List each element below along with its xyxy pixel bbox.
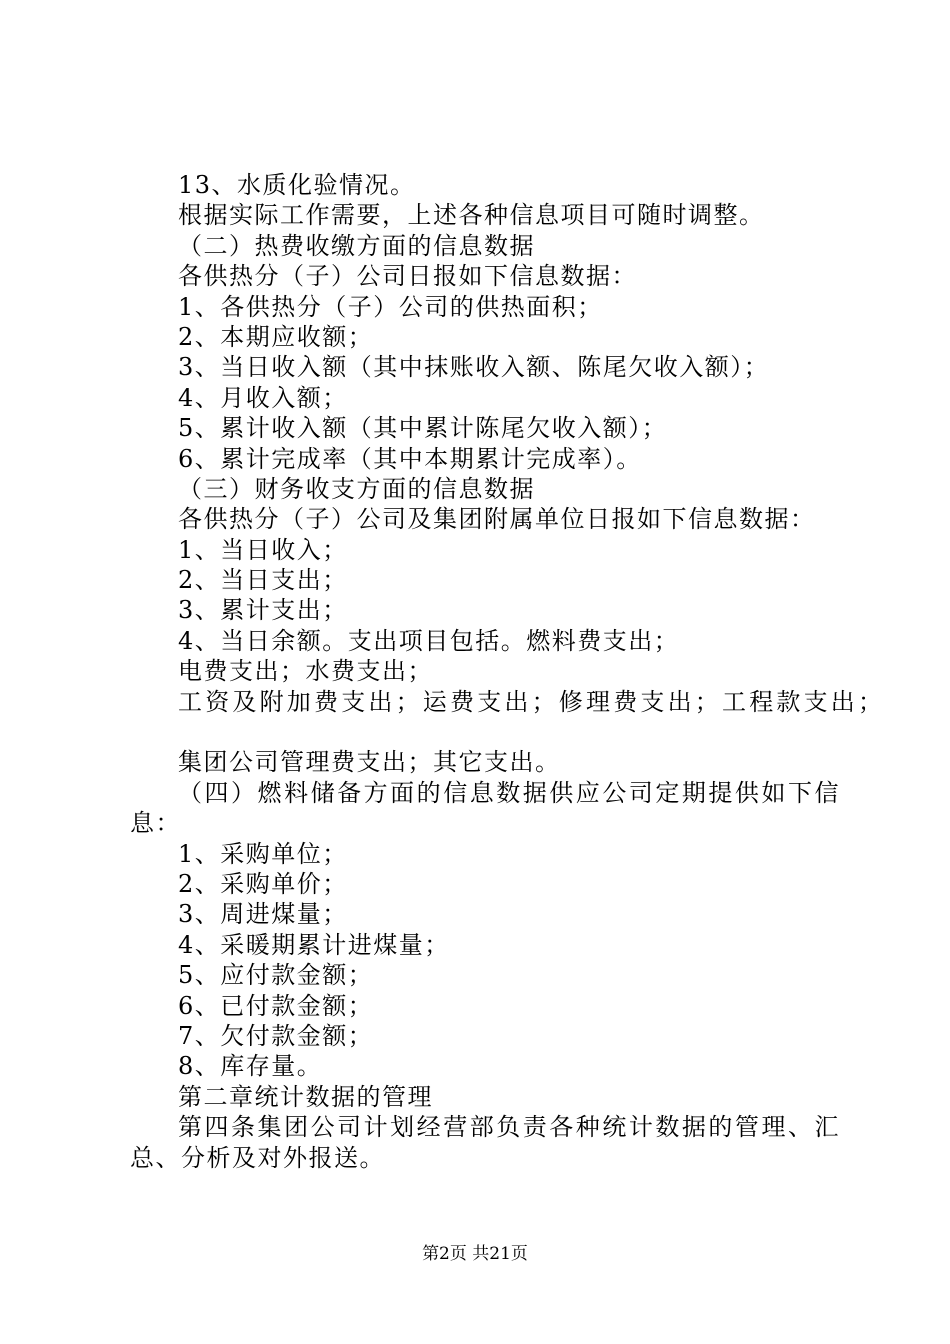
list-item-inventory: 8、库存量。	[178, 1052, 323, 1081]
paragraph-management-expense: 集团公司管理费支出；其它支出。	[178, 748, 561, 777]
paragraph-wage-expense: 工资及附加费支出；运费支出；修理费支出；工程款支出；	[178, 687, 886, 716]
paragraph-utility-expense: 电费支出；水费支出；	[178, 657, 433, 686]
paragraph-fee-intro: 各供热分（子）公司日报如下信息数据：	[178, 262, 637, 291]
list-item-payable: 5、应付款金额；	[178, 961, 374, 990]
list-item-cumulative-income: 5、累计收入额（其中累计陈尾欠收入额）；	[178, 414, 668, 443]
blank-line	[130, 717, 840, 747]
article-four-paragraph: 第四条集团公司计划经营部负责各种统计数据的管理、汇总、分析及对外报送。	[130, 1113, 840, 1172]
paragraph-finance-intro: 各供热分（子）公司及集团附属单位日报如下信息数据：	[178, 505, 816, 534]
list-item-purchase-unit: 1、采购单位；	[178, 839, 348, 868]
list-item-heating-area: 1、各供热分（子）公司的供热面积；	[178, 292, 603, 321]
list-item-paid: 6、已付款金额；	[178, 991, 374, 1020]
list-item-season-coal: 4、采暖期累计进煤量；	[178, 930, 450, 959]
list-item-completion-rate: 6、累计完成率（其中本期累计完成率）。	[178, 444, 642, 473]
section-heading-fuel-reserve: （四）燃料储备方面的信息数据供应公司定期提供如下信息：	[130, 778, 840, 838]
list-item-receivable: 2、本期应收额；	[178, 322, 374, 351]
list-item-monthly-income: 4、月收入额；	[178, 383, 348, 412]
list-item-cumulative-expense: 3、累计支出；	[178, 596, 348, 625]
paragraph-adjustment-note: 根据实际工作需要，上述各种信息项目可随时调整。	[178, 201, 765, 230]
chapter-heading: 第二章统计数据的管理	[178, 1082, 433, 1111]
list-item-weekly-coal: 3、周进煤量；	[178, 900, 348, 929]
section-heading-fee-collection: （二）热费收缴方面的信息数据	[178, 231, 535, 260]
page-number-footer: 第2页 共21页	[422, 1244, 528, 1264]
list-item-daily-balance: 4、当日余额。支出项目包括。燃料费支出；	[178, 626, 680, 655]
list-item-daily-revenue: 1、当日收入；	[178, 535, 348, 564]
list-item-water-quality: 13、水质化验情况。	[178, 171, 416, 199]
list-item-daily-income: 3、当日收入额（其中抹账收入额、陈尾欠收入额）；	[178, 353, 770, 382]
list-item-unit-price: 2、采购单价；	[178, 870, 348, 899]
list-item-daily-expense: 2、当日支出；	[178, 566, 348, 595]
section-heading-finance: （三）财务收支方面的信息数据	[178, 474, 535, 503]
document-body	[130, 170, 886, 1173]
list-item-owed: 7、欠付款金额；	[178, 1021, 374, 1050]
